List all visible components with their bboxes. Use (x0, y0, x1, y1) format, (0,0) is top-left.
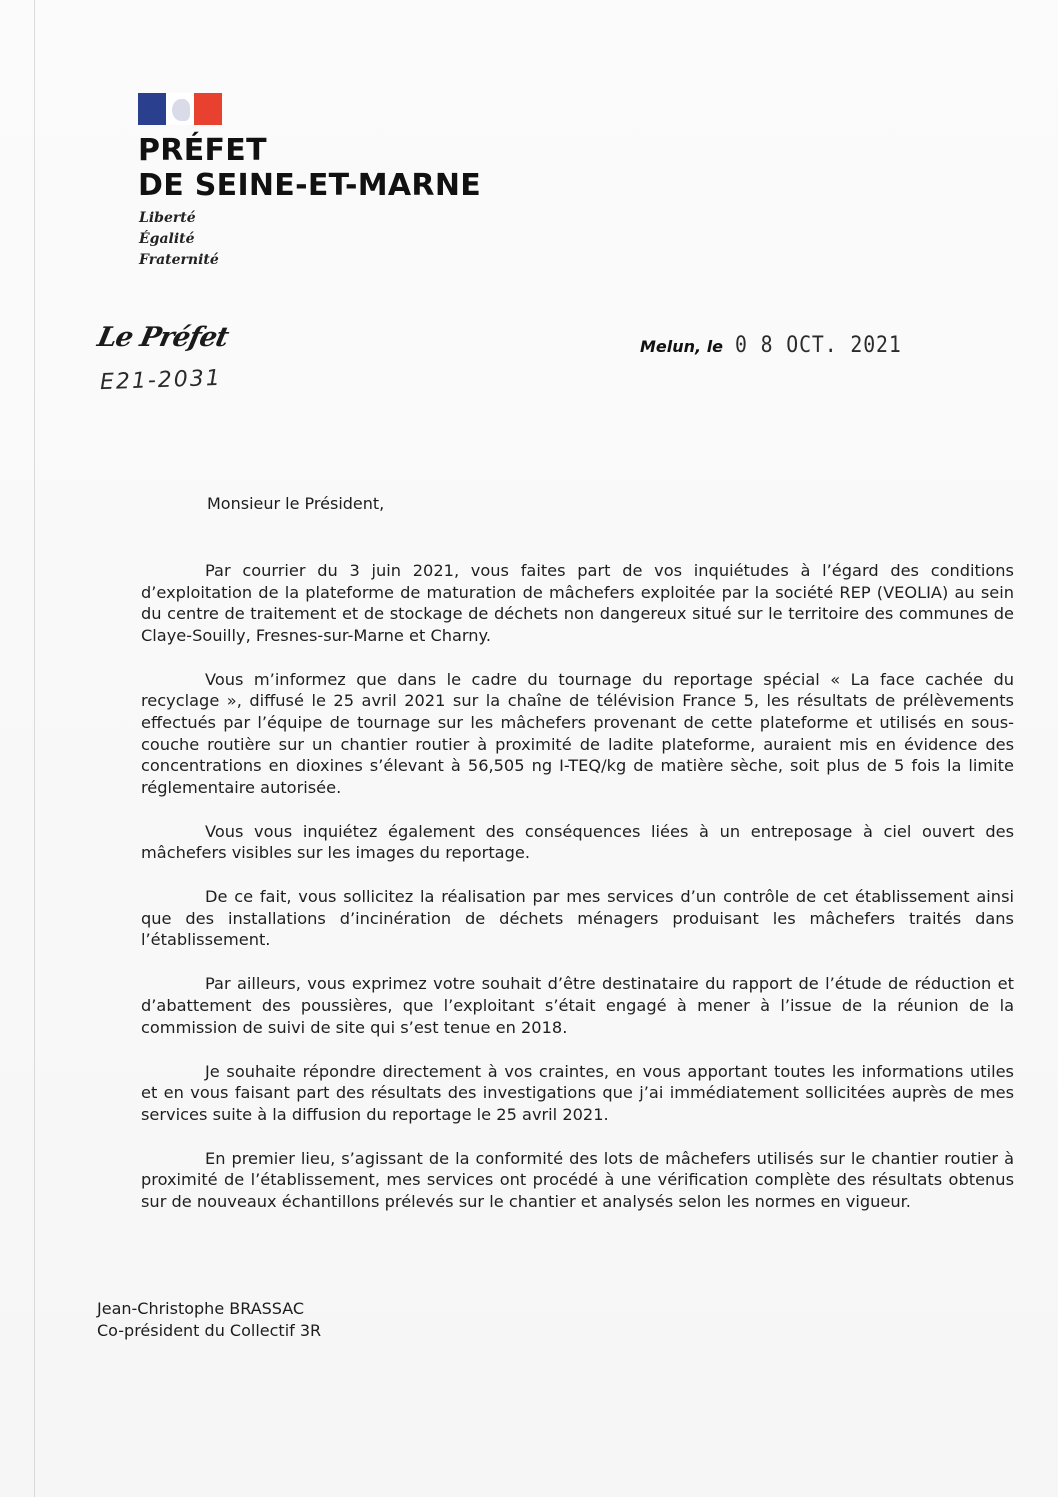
body-paragraph: Par courrier du 3 juin 2021, vous faites part de vos inquiétudes à l’égard des conditions d’exploitation de la plateforme de maturation de mâchefers exploitée par la société REP (VEOLIA) au sein du centre de traitement et de stockage de déchets non dangereux situé sur le territoire des communes de Claye-Souilly, Fresnes-sur-Marne et Charny. (141, 561, 1014, 645)
body-paragraph: Vous vous inquiétez également des conséquences liées à un entreposage à ciel ouvert des mâchefers visibles sur les images du reportage. (141, 821, 1014, 863)
motto-egalite: Égalité (139, 231, 195, 247)
date-place-prefix: Melun, le (640, 337, 724, 356)
letter-body (141, 560, 1014, 1235)
body-paragraph: Vous m’informez que dans le cadre du tournage du reportage spécial « La face cachée du recyclage », diffusé le 25 avril 2021 sur la chaîne de télévision France 5, les résultats de prélèvements effectués par l’équipe de tournage sur les mâchefers provenant de cette plateforme et utilisés en sous-couche routière sur un chantier routier à proximité de ladite plateforme, auraient mis en évidence des concentrations en dioxines s’élevant à 56,505 ng I-TEQ/kg de matière sèche, soit plus de 5 fois la limite réglementaire autorisée. (141, 669, 1014, 797)
prefecture-title-line1: PRÉFET (138, 133, 267, 168)
recipient-block (97, 1298, 321, 1342)
recipient-role: Co-président du Collectif 3R (97, 1321, 322, 1340)
date-line (640, 333, 920, 358)
body-paragraph: Je souhaite répondre directement à vos craintes, en vous apportant toutes les informations utiles et en vous faisant part des résultats des investigations que j’ai immédiatement sollicitées auprès de mes services suite à la diffusion du reportage le 25 avril 2021. (141, 1061, 1014, 1124)
body-paragraph: Par ailleurs, vous exprimez votre souhait d’être destinataire du rapport de l’étude de réduction et d’abattement des poussières, que l’exploitant s’était engagé à mener à l’issue de la réunion de la commission de suivi de site qui s’est tenue en 2018. (141, 974, 1014, 1037)
prefecture-title-line2: DE SEINE-ET-MARNE (138, 168, 482, 203)
scan-edge-line (34, 0, 35, 1497)
date-stamp: 0 8 OCT. 2021 (735, 333, 902, 358)
prefecture-title (138, 133, 481, 203)
flag-red-band (194, 93, 222, 125)
salutation: Monsieur le Président, (207, 494, 385, 513)
body-paragraph: De ce fait, vous sollicitez la réalisation par mes services d’un contrôle de cet établissement ainsi que des installations d’incinération de déchets ménagers produisant les mâchefers traités dans l’établissement. (141, 887, 1014, 950)
handwritten-reference-number: E21-2031 (99, 365, 223, 396)
motto-liberte: Liberté (139, 210, 196, 226)
recipient-name: Jean-Christophe BRASSAC (97, 1299, 305, 1318)
handwritten-le-prefet: Le Préfet (94, 322, 231, 353)
marianne-flag-logo (138, 93, 222, 125)
motto-fraternite: Fraternité (139, 252, 219, 268)
body-paragraph: En premier lieu, s’agissant de la conformité des lots de mâchefers utilisés sur le chantier routier à proximité de l’établissement, mes services ont procédé à une vérification complète des résultats obtenus sur de nouveaux échantillons prélevés sur le chantier et analysés selon les normes en vigueur. (141, 1148, 1014, 1211)
flag-white-band (166, 93, 194, 125)
flag-blue-band (138, 93, 166, 125)
republic-motto (139, 208, 219, 271)
